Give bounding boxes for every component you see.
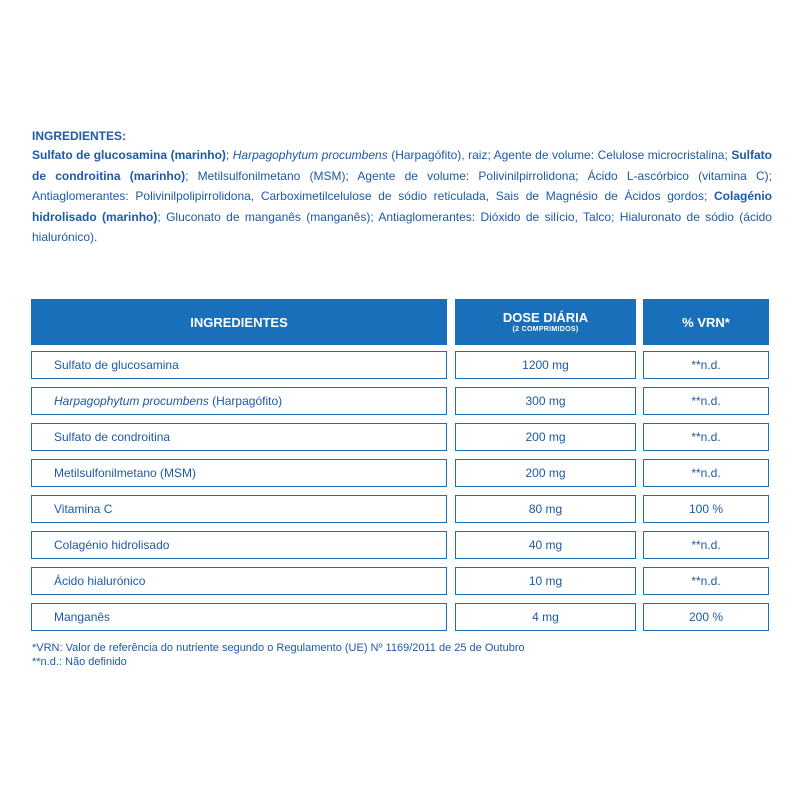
cell-ingredient: [31, 459, 447, 487]
vrn-value: **n.d.: [691, 466, 721, 480]
ingredients-text-part: ;: [225, 148, 233, 162]
vrn-value: 100 %: [688, 502, 724, 516]
cell-dose: [455, 423, 636, 451]
ingredients-text-part: (Harpagófito), raiz; Agente de volume: Celulose microcristalina;: [387, 148, 732, 162]
table-row: [31, 459, 769, 487]
cell-vrn: [643, 567, 769, 595]
cell-vrn: [643, 459, 769, 487]
cell-ingredient: [31, 531, 447, 559]
ingredients-text-part: ; Gluconato de manganês (manganês); Antiaglomerantes: Dióxido de silício, Talco; Hialuronato de sódio (ácido hialurónico).: [32, 209, 772, 244]
cell-vrn: [643, 387, 769, 415]
ingredient-name: Ácido hialurónico: [54, 574, 146, 588]
ingredient-name: Colagénio hidrolisado: [54, 538, 170, 552]
header-dose-sublabel: (2 COMPRIMIDOS): [512, 326, 579, 333]
cell-vrn: [643, 603, 769, 631]
dose-value: 200 mg: [525, 430, 566, 444]
ingredient-glucosamine: Sulfato de glucosamina (marinho): [32, 148, 226, 162]
table-row: [31, 495, 769, 523]
cell-dose: [455, 603, 636, 631]
cell-vrn: [643, 351, 769, 379]
ingredient-chondroitin: Sulfato de condroitina (marinho): [32, 148, 772, 183]
table-row: [31, 351, 769, 379]
ingredient-name: Vitamina C: [54, 502, 113, 516]
vrn-value: **n.d.: [691, 358, 721, 372]
table-row: [31, 423, 769, 451]
footnote-vrn: *VRN: Valor de referência do nutriente segundo o Regulamento (UE) Nº 1169/2011 de 25 de Outubro: [32, 642, 525, 654]
vrn-value: **n.d.: [691, 574, 721, 588]
table-header: [31, 299, 769, 345]
header-vrn: [643, 299, 769, 345]
dose-value: 10 mg: [528, 574, 563, 588]
vrn-value: **n.d.: [691, 430, 721, 444]
table-row: [31, 603, 769, 631]
dose-value: 300 mg: [525, 394, 566, 408]
ingredient-name: Metilsulfonilmetano (MSM): [54, 466, 197, 480]
ingredient-collagen: Colagénio hidrolisado (marinho): [32, 189, 772, 224]
dose-value: 40 mg: [528, 538, 563, 552]
vrn-value: **n.d.: [691, 538, 721, 552]
table-row: [31, 531, 769, 559]
ingredient-name: Sulfato de condroitina: [54, 430, 171, 444]
cell-dose: [455, 351, 636, 379]
cell-ingredient: [31, 387, 447, 415]
footnote-nd: **n.d.: Não definido: [32, 656, 127, 668]
header-dose-label: DOSE DIÁRIA: [502, 310, 589, 325]
cell-ingredient: [31, 351, 447, 379]
header-ingredients: [31, 299, 447, 345]
cell-dose: [455, 387, 636, 415]
table-row: [31, 567, 769, 595]
cell-vrn: [643, 423, 769, 451]
ingredients-title: INGREDIENTES:: [32, 129, 127, 143]
vrn-value: 200 %: [688, 610, 724, 624]
cell-vrn: [643, 531, 769, 559]
cell-ingredient: [31, 495, 447, 523]
table-row: [31, 387, 769, 415]
cell-ingredient: [31, 567, 447, 595]
footnotes: [32, 641, 732, 669]
ingredients-paragraph: [32, 127, 772, 248]
header-ingredients-label: INGREDIENTES: [190, 314, 288, 330]
ingredient-name-suffix: (Harpagófito): [208, 394, 283, 408]
nutrition-table: [31, 299, 769, 624]
vrn-value: **n.d.: [691, 394, 721, 408]
dose-value: 1200 mg: [522, 358, 569, 372]
cell-dose: [455, 495, 636, 523]
cell-vrn: [643, 495, 769, 523]
cell-ingredient: [31, 423, 447, 451]
dose-value: 80 mg: [528, 502, 563, 516]
ingredients-text-part: ; Metilsulfonilmetano (MSM); Agente de volume: Polivinilpirrolidona; Ácido L-ascórbico (vitamina C); Antiaglomerantes: Polivinilpolipirrolidona, Carboximetilcelulose de sódio reticulada, Sais de Magnésio de Ácidos gordos;: [32, 168, 772, 203]
cell-dose: [455, 459, 636, 487]
ingredient-name: Manganês: [54, 610, 111, 624]
ingredient-harpagophytum: Harpagophytum procumbens: [232, 148, 388, 162]
cell-dose: [455, 567, 636, 595]
ingredient-name-italic: Harpagophytum procumbens: [54, 394, 209, 408]
ingredient-name: Sulfato de glucosamina: [54, 358, 179, 372]
cell-ingredient: [31, 603, 447, 631]
header-vrn-label: % VRN*: [682, 314, 730, 330]
cell-dose: [455, 531, 636, 559]
header-dose: [455, 299, 636, 345]
dose-value: 200 mg: [525, 466, 566, 480]
dose-value: 4 mg: [532, 610, 559, 624]
